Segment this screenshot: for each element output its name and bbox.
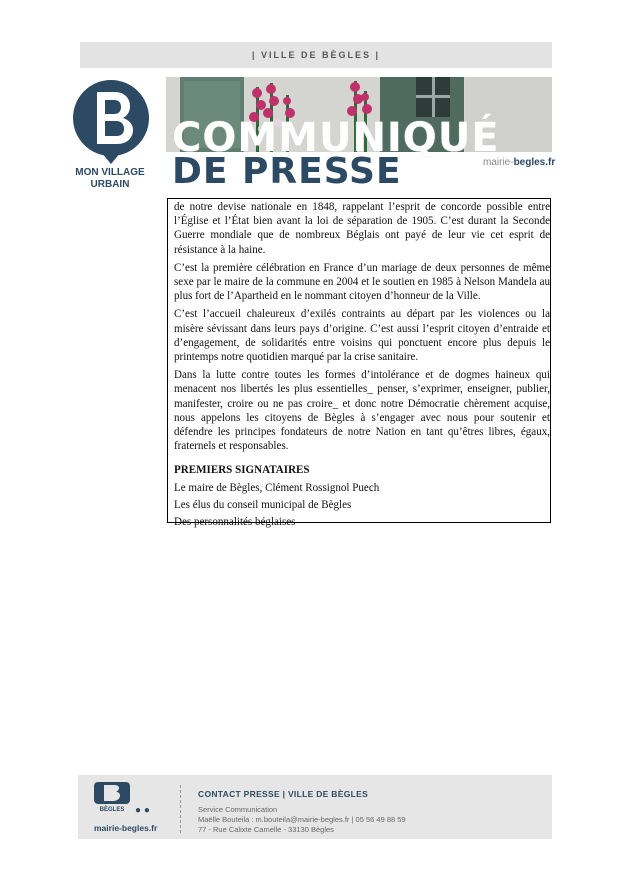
begles-logo-icon (73, 80, 149, 166)
social-icons[interactable] (135, 805, 150, 816)
body-paragraph: C’est la première célébration en France d’un mariage de deux personnes de même sexe par le maire de la commune en 2004 et le soutien en 1985 à Nelson Mandela au plus fort de l’Apartheid en le nommant citoyen d’honneur de la Ville. (174, 261, 550, 303)
footer-logo-text: BÈGLES (99, 807, 125, 812)
contact-person[interactable]: Maëlle Bouteila : m.bouteila@mairie-begles.fr | 05 56 49 88 59 (198, 815, 406, 824)
contact-service: Service Communication (198, 805, 278, 814)
header-site-link[interactable] (483, 157, 555, 168)
site-prefix: mairie- (483, 157, 514, 168)
tagline (60, 167, 160, 191)
top-banner: | VILLE DE BÈGLES | (80, 42, 552, 68)
signatory: Le maire de Bègles, Clément Rossignol Puech (174, 481, 380, 494)
footer (78, 775, 552, 839)
site-suffix: begles.fr (513, 157, 556, 168)
footer-begles-logo-icon (94, 782, 130, 812)
tagline-line1: MON VILLAGE (75, 167, 145, 178)
contact-title: CONTACT PRESSE | VILLE DE BÈGLES (198, 789, 369, 799)
body-paragraph: Dans la lutte contre toutes les formes d’intolérance et de dogmes haineux qui menacent nos libertés les plus essentielles_ penser, s’exprimer, enseigner, publier, manifester, croire ou ne pas croire_ et donc notre Démocratie chèrement acquise, nous appelons les citoyens de Bègles à s’engager avec nous pour soutenir et défendre les principes fondateurs de notre Nation en tant qu’êtres libres, égaux, fraternels et responsables. (174, 369, 550, 453)
body-paragraph: C’est l’accueil chaleureux d’exilés contraints au départ par les violences ou la misère sévissant dans leurs pays d’origine. C’est aussi l’esprit citoyen d’entraide et d’engagement, de solidarités entre voisins qui ponctuent encore plus depuis le printemps notre quotidien marqué par la crise sanitaire. (174, 308, 550, 364)
footer-divider (180, 785, 181, 833)
signatory: Les élus du conseil municipal de Bègles (174, 498, 352, 511)
footer-site[interactable]: mairie-begles.fr (94, 823, 158, 833)
facebook-icon[interactable]: ● (143, 805, 150, 816)
twitter-icon[interactable]: ● (135, 805, 142, 816)
body-paragraph: de notre devise nationale en 1848, rappelant l’esprit de concorde possible entre l’Église et l’État bien avant la loi de séparation de 1905. C’est durant la Seconde Guerre mondiale que de nombreux Béglais ont payé de leur vie cet esprit de résistance à la haine. (174, 201, 550, 256)
press-release-body (167, 198, 551, 529)
headline-communique: COMMUNIQUÉ (172, 115, 500, 161)
headline-de-presse: DE PRESSE (172, 151, 402, 192)
signatory: Des personnalités béglaises (174, 516, 296, 529)
contact-address: 77 - Rue Calixte Camelle - 33130 Bègles (198, 825, 334, 834)
tagline-line2: URBAIN (90, 179, 130, 190)
signatories-title: PREMIERS SIGNATAIRES (174, 464, 310, 477)
